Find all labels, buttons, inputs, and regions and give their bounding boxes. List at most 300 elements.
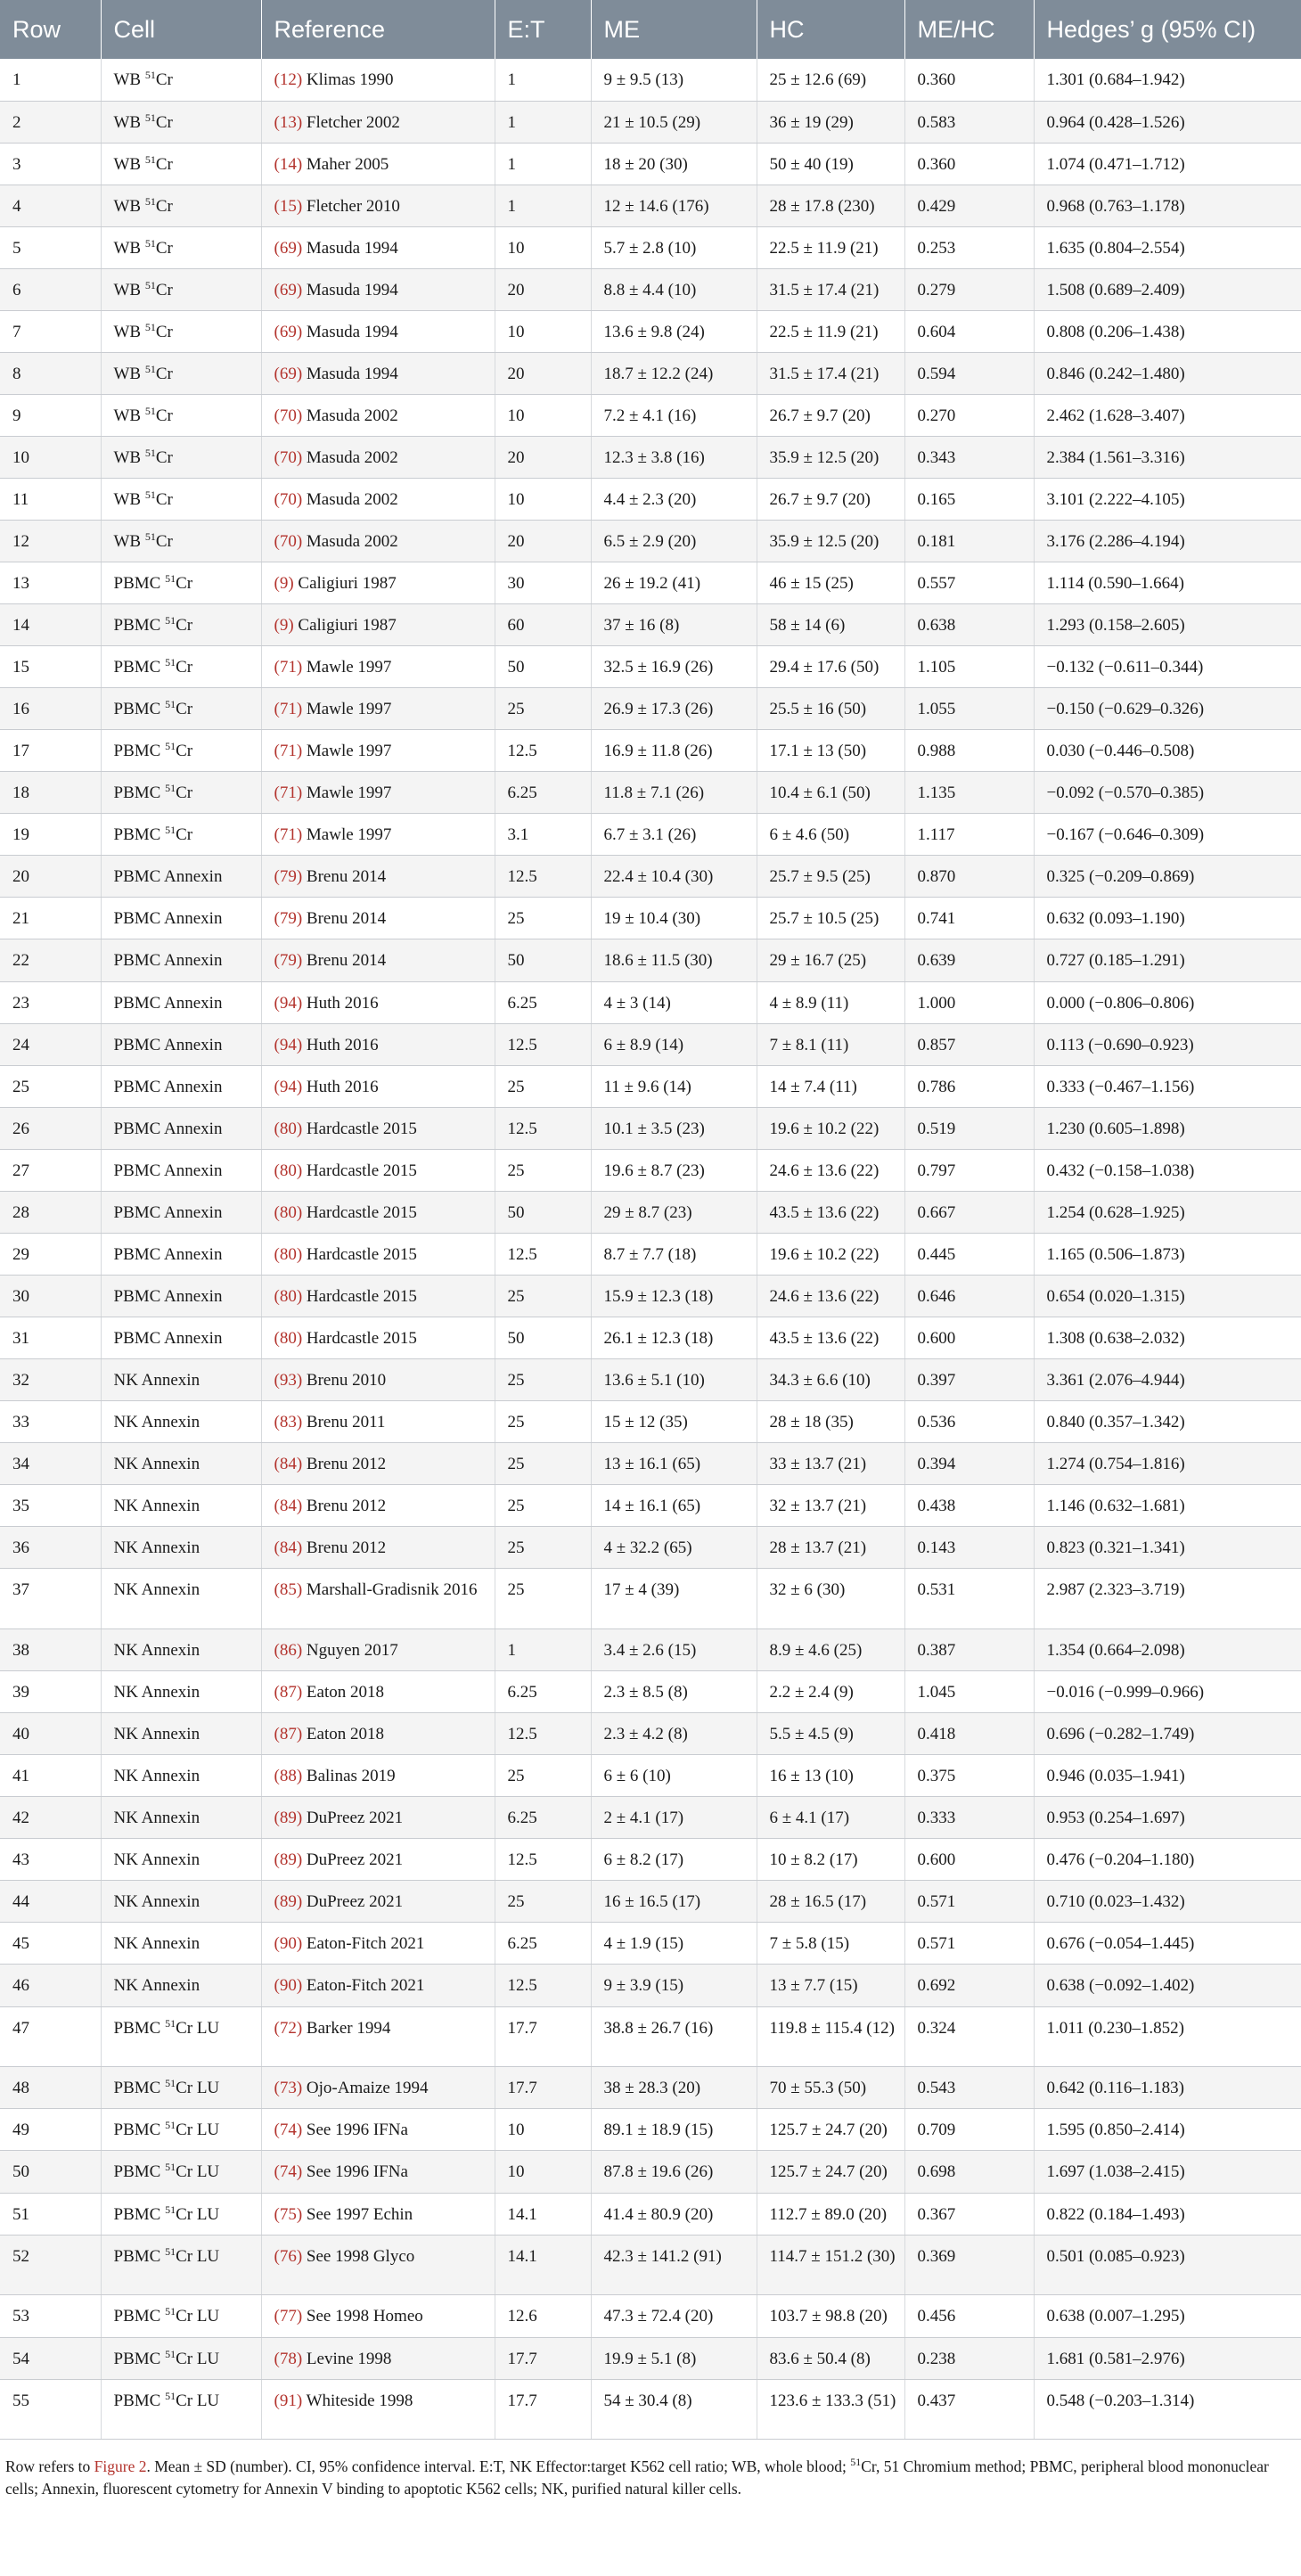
table-row: [0, 310, 1301, 352]
cell-isotope-sup: 51: [165, 2016, 176, 2030]
cell-type: PBMC: [113, 2246, 161, 2266]
et-ratio-cell: [495, 856, 591, 898]
row-number-cell: [0, 1629, 101, 1671]
reference-number-link[interactable]: (75): [274, 2204, 303, 2224]
hc-value: 22.5 ± 11.9 (21): [769, 238, 879, 258]
reference-number-link[interactable]: (71): [274, 825, 303, 845]
me-hc-ratio-cell: [904, 185, 1034, 226]
et-ratio: 12.5: [507, 1244, 537, 1264]
hedges-g-cell: [1034, 604, 1301, 646]
reference-number-link[interactable]: (71): [274, 742, 303, 761]
reference-number-link[interactable]: (79): [274, 909, 303, 929]
cell-type: WB: [113, 154, 142, 174]
cell-isotope-sup: 51: [165, 698, 176, 711]
et-ratio-cell: [495, 310, 591, 352]
me-cell: [591, 2193, 757, 2235]
me-cell: [591, 2006, 757, 2067]
reference-number-link[interactable]: (80): [274, 1286, 303, 1306]
hedges-g-cell: [1034, 226, 1301, 268]
table-row: [0, 1149, 1301, 1191]
reference-author: Ojo-Amaize 1994: [306, 2079, 429, 2098]
row-number-cell: [0, 1191, 101, 1233]
me-cell: [591, 143, 757, 185]
reference-number-link[interactable]: (12): [274, 70, 303, 89]
et-ratio-cell: [495, 1965, 591, 2006]
me-hc-ratio: 0.709: [917, 2121, 956, 2140]
me-cell: [591, 730, 757, 772]
reference-number-link[interactable]: (69): [274, 322, 303, 341]
hedges-g-cell: [1034, 394, 1301, 436]
me-cell: [591, 1401, 757, 1443]
me-cell: [591, 1191, 757, 1233]
reference-author: Mawle 1997: [306, 783, 392, 803]
hc-cell: [757, 310, 904, 352]
reference-cell: [261, 2379, 495, 2440]
table-row: [0, 2067, 1301, 2109]
row-number-cell: [0, 1839, 101, 1881]
reference-number-link[interactable]: (84): [274, 1538, 303, 1558]
cell-type-cell: [101, 1358, 261, 1400]
reference-cell: [261, 772, 495, 814]
me-hc-ratio-cell: [904, 268, 1034, 310]
cell-type: PBMC Annexin: [113, 867, 223, 887]
reference-number-link[interactable]: (80): [274, 1328, 303, 1348]
reference-number-link[interactable]: (80): [274, 1119, 303, 1138]
cell-isotope-sup: 51: [165, 656, 176, 669]
reference-cell: [261, 1317, 495, 1358]
hc-cell: [757, 2193, 904, 2235]
me-hc-ratio: 0.600: [917, 1328, 956, 1348]
me-cell: [591, 898, 757, 939]
hedges-g-cell: [1034, 1671, 1301, 1713]
reference-number-link[interactable]: (85): [274, 1580, 303, 1600]
me-hc-ratio: 0.367: [917, 2204, 956, 2224]
table-row: [0, 2295, 1301, 2337]
hedges-g: 1.165 (0.506–1.873): [1046, 1244, 1185, 1264]
reference-number-link[interactable]: (78): [274, 2349, 303, 2368]
reference-cell: [261, 814, 495, 856]
cell-type-cell: [101, 1629, 261, 1671]
me-value: 13.6 ± 5.1 (10): [603, 1370, 705, 1390]
me-value: 17 ± 4 (39): [603, 1580, 680, 1600]
reference-number-link[interactable]: (80): [274, 1244, 303, 1264]
me-hc-ratio: 0.667: [917, 1202, 956, 1222]
hc-cell: [757, 1065, 904, 1107]
table-row: [0, 2151, 1301, 2193]
row-number-cell: [0, 646, 101, 688]
table-row: [0, 1713, 1301, 1755]
reference-number-link[interactable]: (87): [274, 1683, 303, 1702]
hedges-g-cell: [1034, 1965, 1301, 2006]
cell-type-cell: [101, 2235, 261, 2295]
reference-number-link[interactable]: (9): [274, 616, 294, 636]
et-ratio: 10: [507, 322, 525, 341]
reference-cell: [261, 730, 495, 772]
reference-number-link[interactable]: (94): [274, 1035, 303, 1054]
me-hc-ratio: 0.165: [917, 489, 956, 509]
row-number-cell: [0, 310, 101, 352]
me-hc-ratio: 0.557: [917, 574, 956, 594]
reference-cell: [261, 981, 495, 1023]
reference-number-link[interactable]: (70): [274, 532, 303, 552]
et-ratio: 50: [507, 1328, 525, 1348]
reference-cell: [261, 2337, 495, 2379]
reference-number-link[interactable]: (88): [274, 1767, 303, 1786]
hc-value: 28 ± 17.8 (230): [769, 196, 875, 216]
me-hc-ratio-cell: [904, 1443, 1034, 1485]
et-ratio: 25: [507, 700, 525, 719]
reference-number-link[interactable]: (86): [274, 1641, 303, 1661]
me-value: 11 ± 9.6 (14): [603, 1077, 691, 1096]
cell-type: PBMC: [113, 700, 161, 719]
reference-number-link[interactable]: (90): [274, 1976, 303, 1996]
row-number-cell: [0, 856, 101, 898]
cell-type: PBMC: [113, 2018, 161, 2038]
cell-type-cell: [101, 101, 261, 143]
reference-cell: [261, 1629, 495, 1671]
reference-number-link[interactable]: (72): [274, 2018, 303, 2038]
table-row: [0, 143, 1301, 185]
hedges-g: 2.462 (1.628–3.407): [1046, 406, 1185, 425]
reference-number-link[interactable]: (14): [274, 154, 303, 174]
et-ratio: 25: [507, 1538, 525, 1558]
me-hc-ratio: 0.600: [917, 1850, 956, 1870]
reference-number-link[interactable]: (77): [274, 2307, 303, 2326]
reference-number-link[interactable]: (69): [274, 238, 303, 258]
cell-isotope-sup: 51: [165, 824, 176, 837]
cell-type-cell: [101, 1443, 261, 1485]
me-hc-ratio-cell: [904, 1713, 1034, 1755]
cell-isotope-sup: 51: [144, 362, 156, 375]
cell-isotope-sup: 51: [165, 572, 176, 586]
reference-number-link[interactable]: (91): [274, 2391, 303, 2410]
me-cell: [591, 1317, 757, 1358]
reference-author: Masuda 1994: [306, 280, 398, 299]
cell-type: NK Annexin: [113, 1934, 200, 1954]
hedges-g: 3.176 (2.286–4.194): [1046, 532, 1185, 552]
et-ratio-cell: [495, 1149, 591, 1191]
row-number: 33: [12, 1413, 29, 1432]
row-number: 19: [12, 825, 29, 845]
cell-type-cell: [101, 1569, 261, 1629]
et-ratio: 12.5: [507, 1119, 537, 1138]
me-hc-ratio-cell: [904, 2235, 1034, 2295]
reference-number-link[interactable]: (80): [274, 1202, 303, 1222]
figure-link[interactable]: Figure 2: [94, 2457, 147, 2476]
et-ratio: 25: [507, 1455, 525, 1474]
me-hc-ratio: 0.238: [917, 2349, 956, 2368]
cell-type: PBMC: [113, 616, 161, 636]
reference-author: See 1996 IFNa: [306, 2162, 408, 2182]
reference-number-link[interactable]: (71): [274, 783, 303, 803]
row-number-cell: [0, 939, 101, 981]
row-number: 2: [12, 112, 21, 132]
cell-type: PBMC: [113, 783, 161, 803]
et-ratio: 12.5: [507, 867, 537, 887]
reference-number-link[interactable]: (89): [274, 1809, 303, 1828]
reference-author: DuPreez 2021: [306, 1850, 404, 1870]
hc-value: 10.4 ± 6.1 (50): [769, 783, 871, 803]
me-hc-ratio-cell: [904, 478, 1034, 520]
et-ratio-cell: [495, 981, 591, 1023]
me-cell: [591, 1527, 757, 1569]
hc-cell: [757, 2337, 904, 2379]
cell-type-cell: [101, 1107, 261, 1149]
me-value: 15 ± 12 (35): [603, 1413, 688, 1432]
me-cell: [591, 310, 757, 352]
reference-number-link[interactable]: (76): [274, 2246, 303, 2266]
reference-cell: [261, 939, 495, 981]
me-hc-ratio-cell: [904, 1629, 1034, 1671]
reference-number-link[interactable]: (83): [274, 1413, 303, 1432]
reference-number-link[interactable]: (74): [274, 2121, 303, 2140]
me-hc-ratio: 0.571: [917, 1892, 956, 1912]
hc-cell: [757, 185, 904, 226]
hedges-g-cell: [1034, 1527, 1301, 1569]
hc-value: 43.5 ± 13.6 (22): [769, 1202, 880, 1222]
cell-method: Cr: [155, 70, 173, 89]
cell-type: WB: [113, 489, 142, 509]
me-cell: [591, 2295, 757, 2337]
et-ratio: 6.25: [507, 783, 537, 803]
row-number: 36: [12, 1538, 29, 1558]
hc-value: 6 ± 4.1 (17): [769, 1809, 850, 1828]
hedges-g-cell: [1034, 2151, 1301, 2193]
reference-cell: [261, 1923, 495, 1965]
row-number: 20: [12, 867, 29, 887]
row-number-cell: [0, 1755, 101, 1797]
cell-isotope-sup: 51: [144, 278, 156, 291]
hc-value: 22.5 ± 11.9 (21): [769, 322, 879, 341]
row-number: 52: [12, 2246, 29, 2266]
row-number: 41: [12, 1767, 29, 1786]
hc-value: 25.7 ± 10.5 (25): [769, 909, 880, 929]
et-ratio-cell: [495, 1023, 591, 1065]
row-number: 49: [12, 2121, 29, 2140]
row-number-cell: [0, 1671, 101, 1713]
hc-value: 17.1 ± 13 (50): [769, 742, 867, 761]
reference-number-link[interactable]: (93): [274, 1370, 303, 1390]
hc-cell: [757, 1569, 904, 1629]
me-hc-ratio: 0.786: [917, 1077, 956, 1096]
reference-number-link[interactable]: (73): [274, 2079, 303, 2098]
me-hc-ratio: 0.639: [917, 951, 956, 971]
et-ratio: 50: [507, 951, 525, 971]
hc-cell: [757, 1527, 904, 1569]
hc-value: 25.7 ± 9.5 (25): [769, 867, 871, 887]
reference-cell: [261, 898, 495, 939]
hedges-g: 3.361 (2.076–4.944): [1046, 1370, 1185, 1390]
me-hc-ratio-cell: [904, 646, 1034, 688]
hedges-g-cell: [1034, 310, 1301, 352]
row-number-cell: [0, 2379, 101, 2440]
reference-author: Masuda 1994: [306, 364, 398, 383]
me-hc-ratio-cell: [904, 939, 1034, 981]
et-ratio-cell: [495, 143, 591, 185]
table-row: [0, 2006, 1301, 2067]
row-number: 9: [12, 406, 21, 425]
reference-number-link[interactable]: (80): [274, 1161, 303, 1180]
cell-method: Cr: [155, 238, 173, 258]
cell-type-cell: [101, 1965, 261, 2006]
table-row: [0, 1275, 1301, 1317]
me-hc-ratio-cell: [904, 1358, 1034, 1400]
reference-author: DuPreez 2021: [306, 1892, 404, 1912]
et-ratio: 25: [507, 1580, 525, 1600]
et-ratio-cell: [495, 185, 591, 226]
row-number-cell: [0, 2067, 101, 2109]
row-number: 25: [12, 1077, 29, 1096]
et-ratio: 25: [507, 1767, 525, 1786]
reference-number-link[interactable]: (13): [274, 112, 303, 132]
hc-value: 14 ± 7.4 (11): [769, 1077, 857, 1096]
hc-value: 28 ± 16.5 (17): [769, 1892, 867, 1912]
me-value: 38 ± 28.3 (20): [603, 2079, 701, 2098]
me-cell: [591, 939, 757, 981]
me-hc-ratio-cell: [904, 1527, 1034, 1569]
me-cell: [591, 59, 757, 101]
et-ratio: 25: [507, 1892, 525, 1912]
row-number: 26: [12, 1119, 29, 1138]
et-ratio: 25: [507, 1161, 525, 1180]
reference-number-link[interactable]: (94): [274, 1077, 303, 1096]
hc-cell: [757, 898, 904, 939]
reference-cell: [261, 2295, 495, 2337]
row-number: 44: [12, 1892, 29, 1912]
et-ratio: 25: [507, 1413, 525, 1432]
hc-cell: [757, 814, 904, 856]
hc-cell: [757, 268, 904, 310]
reference-number-link[interactable]: (89): [274, 1892, 303, 1912]
table-row: [0, 688, 1301, 730]
reference-number-link[interactable]: (89): [274, 1850, 303, 1870]
cell-type-cell: [101, 814, 261, 856]
hedges-g: 1.293 (0.158–2.605): [1046, 616, 1185, 636]
row-number-cell: [0, 1527, 101, 1569]
row-number-cell: [0, 562, 101, 604]
me-hc-ratio: 0.594: [917, 364, 956, 383]
cell-type-cell: [101, 59, 261, 101]
me-cell: [591, 646, 757, 688]
row-number-cell: [0, 981, 101, 1023]
hedges-g: 0.846 (0.242–1.480): [1046, 364, 1185, 383]
table-row: [0, 101, 1301, 143]
hc-cell: [757, 101, 904, 143]
reference-number-link[interactable]: (79): [274, 951, 303, 971]
hc-value: 35.9 ± 12.5 (20): [769, 447, 880, 467]
hc-cell: [757, 143, 904, 185]
reference-number-link[interactable]: (84): [274, 1455, 303, 1474]
cell-type: PBMC: [113, 2162, 161, 2182]
reference-cell: [261, 688, 495, 730]
reference-cell: [261, 352, 495, 394]
cell-type-cell: [101, 1401, 261, 1443]
hc-value: 19.6 ± 10.2 (22): [769, 1244, 880, 1264]
hedges-g: 1.230 (0.605–1.898): [1046, 1119, 1185, 1138]
me-value: 4 ± 1.9 (15): [603, 1934, 684, 1954]
row-number: 17: [12, 742, 29, 761]
hc-value: 123.6 ± 133.3 (51): [769, 2391, 896, 2410]
hc-cell: [757, 1965, 904, 2006]
me-hc-ratio-cell: [904, 1191, 1034, 1233]
table-row: [0, 1358, 1301, 1400]
reference-number-link[interactable]: (9): [274, 574, 294, 594]
hc-cell: [757, 2006, 904, 2067]
cell-isotope-sup: 51: [165, 2119, 176, 2132]
table-row: [0, 1233, 1301, 1275]
reference-number-link[interactable]: (84): [274, 1497, 303, 1516]
reference-number-link[interactable]: (71): [274, 700, 303, 719]
reference-number-link[interactable]: (69): [274, 364, 303, 383]
et-ratio-cell: [495, 898, 591, 939]
me-hc-ratio: 0.253: [917, 238, 956, 258]
reference-number-link[interactable]: (74): [274, 2162, 303, 2182]
header-ratio-col: ME/HC: [904, 0, 1034, 59]
me-cell: [591, 1965, 757, 2006]
et-ratio: 1: [507, 112, 516, 132]
hc-cell: [757, 1713, 904, 1755]
table-row: [0, 772, 1301, 814]
reference-number-link[interactable]: (71): [274, 658, 303, 677]
et-ratio-cell: [495, 688, 591, 730]
me-value: 47.3 ± 72.4 (20): [603, 2307, 714, 2326]
et-ratio: 17.7: [507, 2349, 537, 2368]
me-hc-ratio-cell: [904, 1839, 1034, 1881]
hedges-g: 0.696 (−0.282–1.749): [1046, 1725, 1195, 1744]
hedges-g-cell: [1034, 1401, 1301, 1443]
hedges-g: 0.968 (0.763–1.178): [1046, 196, 1185, 216]
reference-author: Balinas 2019: [306, 1767, 396, 1786]
me-value: 42.3 ± 141.2 (91): [603, 2246, 722, 2266]
hedges-g: 1.074 (0.471–1.712): [1046, 154, 1185, 174]
reference-author: Hardcastle 2015: [306, 1202, 417, 1222]
reference-number-link[interactable]: (15): [274, 196, 303, 216]
hc-value: 7 ± 5.8 (15): [769, 1934, 850, 1954]
me-value: 19 ± 10.4 (30): [603, 909, 701, 929]
reference-number-link[interactable]: (70): [274, 447, 303, 467]
cell-type-cell: [101, 1065, 261, 1107]
reference-number-link[interactable]: (90): [274, 1934, 303, 1954]
reference-number-link[interactable]: (79): [274, 867, 303, 887]
row-number: 8: [12, 364, 21, 383]
me-value: 6 ± 8.9 (14): [603, 1035, 684, 1054]
et-ratio-cell: [495, 268, 591, 310]
et-ratio: 50: [507, 658, 525, 677]
et-ratio: 3.1: [507, 825, 529, 845]
table-row: [0, 436, 1301, 478]
me-value: 16 ± 16.5 (17): [603, 1892, 701, 1912]
reference-author: Mawle 1997: [306, 742, 392, 761]
reference-number-link[interactable]: (70): [274, 406, 303, 425]
reference-number-link[interactable]: (69): [274, 280, 303, 299]
row-number: 48: [12, 2079, 29, 2098]
hedges-g-cell: [1034, 1629, 1301, 1671]
row-number-cell: [0, 1713, 101, 1755]
reference-number-link[interactable]: (70): [274, 489, 303, 509]
reference-number-link[interactable]: (94): [274, 993, 303, 1013]
cell-isotope-sup: 51: [144, 69, 156, 81]
hc-value: 46 ± 15 (25): [769, 574, 854, 594]
me-hc-ratio: 0.571: [917, 1934, 956, 1954]
cell-type-cell: [101, 1317, 261, 1358]
reference-number-link[interactable]: (87): [274, 1725, 303, 1744]
hedges-g: 0.113 (−0.690–0.923): [1046, 1035, 1194, 1054]
cell-isotope-sup: 51: [165, 2161, 176, 2174]
cell-type: WB: [113, 112, 142, 132]
row-number: 29: [12, 1244, 29, 1264]
et-ratio-cell: [495, 772, 591, 814]
cell-isotope-sup: 51: [165, 2244, 176, 2258]
